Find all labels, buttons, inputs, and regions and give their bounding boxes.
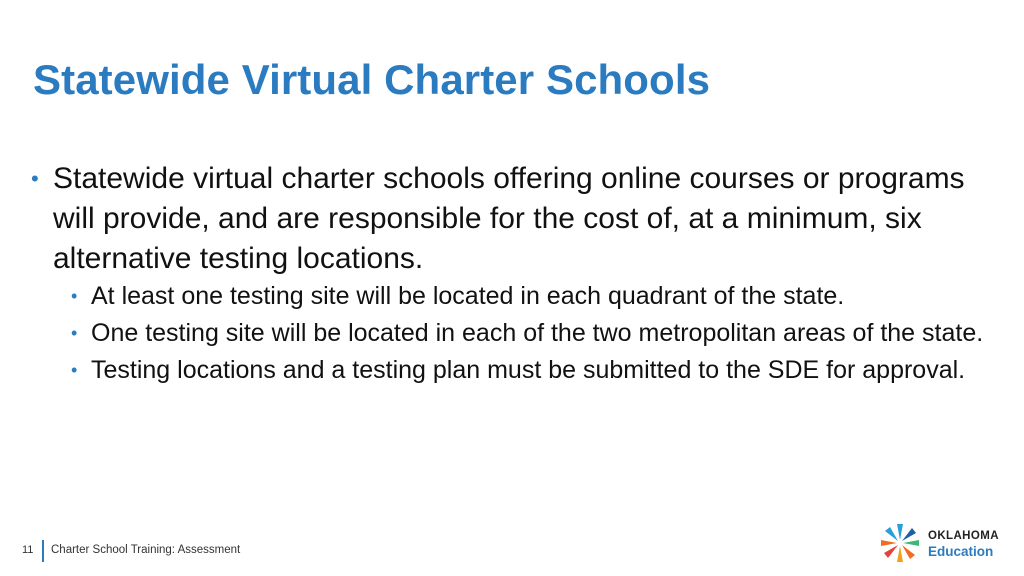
bullet-dot-icon: • [71, 323, 78, 343]
sub-bullet-list [53, 281, 1004, 386]
sub-bullet-text: At least one testing site will be located in each quadrant of the state. [91, 282, 845, 310]
sub-bullet-item [53, 281, 1004, 312]
bullet-dot-icon: • [31, 166, 39, 191]
oklahoma-star-logo-icon [878, 520, 922, 566]
page-number: 11 [22, 544, 34, 556]
bullet-dot-icon: • [71, 286, 78, 306]
sub-bullet-text: One testing site will be located in each of the two metropolitan areas of the state. [91, 319, 984, 347]
footer-text: Charter School Training: Assessment [51, 544, 241, 556]
slide-title: Statewide Virtual Charter Schools [33, 56, 711, 103]
sub-bullet-item [53, 355, 1004, 386]
bullet-text: Statewide virtual charter schools offering online courses or programs will provide, and are responsible for the cost of, at a minimum, six alternative testing locations. [53, 162, 965, 275]
logo-text-oklahoma: OKLAHOMA [928, 530, 999, 542]
bullet-list [29, 159, 1004, 392]
sub-bullet-item [53, 318, 1004, 349]
sub-bullet-text: Testing locations and a testing plan must be submitted to the SDE for approval. [91, 356, 966, 384]
bullet-dot-icon: • [71, 360, 78, 380]
bullet-item [29, 159, 1004, 386]
footer-divider [42, 540, 44, 562]
oklahoma-education-logo [878, 520, 1018, 568]
footer [0, 536, 1024, 566]
logo-text-education: Education [928, 544, 994, 559]
